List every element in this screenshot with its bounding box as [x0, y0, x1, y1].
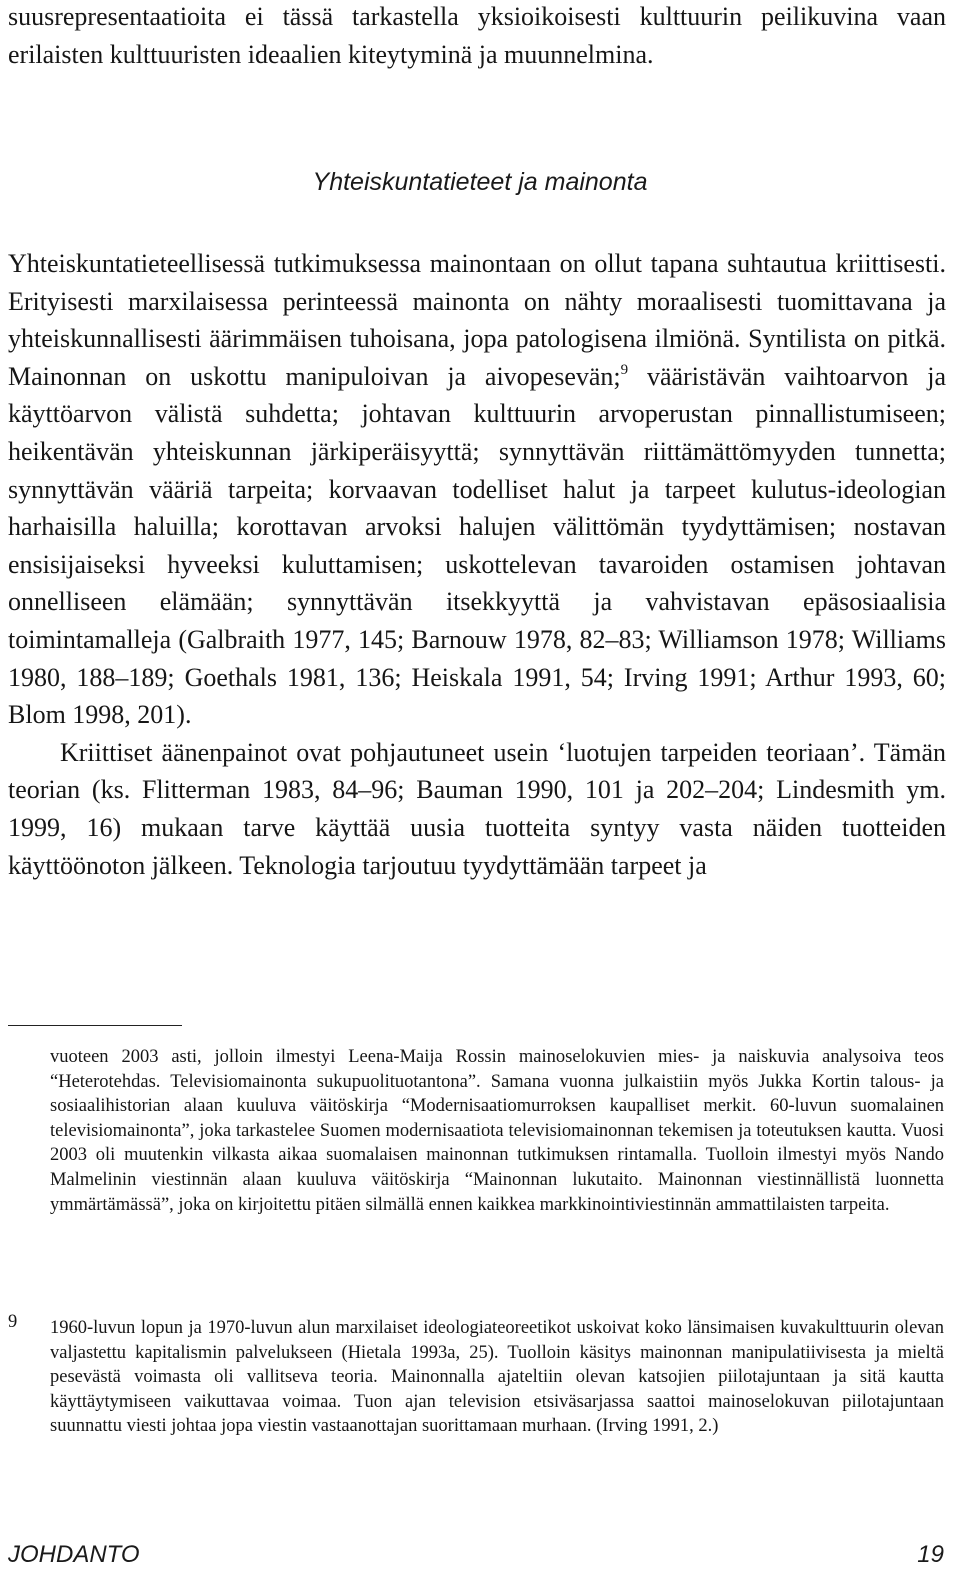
- running-footer-title: JOHDANTO: [8, 1541, 140, 1568]
- section-heading: Yhteiskuntatieteet ja mainonta: [312, 168, 648, 196]
- paragraph-1: [8, 245, 946, 734]
- footnote-continuation: vuoteen 2003 asti, jolloin ilmestyi Leena-Maija Rossin mainoselokuvien mies- ja naiskuvia analysoiva teos “Heterotehdas. Televisiomainonta sukupuolituotantona”. Samana vuonna julkaistiin myös Jukka Kortin talous- ja sosiaalihistorian alaan kuuluva väitöskirja “Modernisaatiomurroksen kaupalliset merkit. 60-luvun suomalainen televisiomainonta”, joka tarkastelee Suomen modernisaatiota televisiomainonnan tekemisen ja toteutuksen kautta. Vuosi 2003 oli muutenkin vilkasta aikaa suomalaisen mainonnan tutkimuksen rintamalla. Tuolloin ilmestyi myös Nando Malmelinin viestinnän alaan kuuluva väitöskirja “Mainonnan lukutaito. Mainonnan viestinnällistä luonnetta ymmärtämässä”, joka on kirjoitettu pitäen silmällä ennen kaikkea markkinointiviestinnän ammattilaisten tarpeita.: [50, 1047, 944, 1215]
- paragraph-1-part-a: Yhteiskuntatieteellisessä tutkimuksessa mainontaan on ollut tapana suhtautua kriittisesti. Erityisesti marxilaisessa perinteessä mainonta on nähty moraalisesti tuomittavana ja yhteiskunnallisesti äärimmäisen tuhoisana, jopa patologisena ilmiönä. Syntilista on pitkä. Mainonnan on uskottu manipuloivan ja aivopesevän;: [8, 249, 946, 391]
- page-number: 19: [917, 1541, 944, 1568]
- top-paragraph: [8, 0, 946, 73]
- footnote-divider: [8, 1025, 182, 1026]
- paragraph-1-part-b: vääristävän vaihtoarvon ja käyttöarvon välistä suhdetta; johtavan kulttuurin arvoperustan pinnallistumiseen; heikentävän yhteiskunnan järkiperäisyyttä; synnyttävän riittämättömyyden tunnetta; synnyttävän vääriä tarpeita; korvaavan todelliset halut ja tarpeet kulutus-ideologian harhaisilla haluilla; korottavan arvoksi halujen välittömän tyydyttämisen; nostavan ensisijaiseksi hyveeksi kuluttamisen; uskottelevan tavaroiden ostamisen johtavan onnelliseen elämään; synnyttävän itsekkyyttä ja vahvistavan epäsosiaalisia toimintamalleja (Galbraith 1977, 145; Barnouw 1978, 82–83; Williamson 1978; Williams 1980, 188–189; Goethals 1981, 136; Heiskala 1991, 54; Irving 1991; Arthur 1993, 60; Blom 1998, 201).: [8, 361, 946, 730]
- top-paragraph-text: suusrepresentaatioita ei tässä tarkastella yksioikoisesti kulttuurin peilikuvina vaan erilaisten kulttuuristen ideaalien kiteytyminä ja muunnelmina.: [8, 2, 946, 69]
- footnote-9-text: 1960-luvun lopun ja 1970-luvun alun marxilaiset ideologiateoreetikot uskoivat koko länsimaisen kuvakulttuurin olevan valjastettu kapitalismin palvelukseen (Hietala 1993a, 25). Tuolloin käsitys mainonnan manipulatiivisesta ja mieltä pesevästä voimasta oli vallitseva teoria. Mainonnalla ajateltiin olevan katsojien piilotajuntaan ja sitä kautta käyttäytymiseen vaikuttavaa voimaa. Tuon ajan television etsiväsarjassa saattoi mainoselokuvan piilotajuntaan suunnattu viesti johtaa jopa viestin vastaanottajan suorittamaan murhaan. (Irving 1991, 2.): [50, 1318, 944, 1437]
- footnote-reference[interactable]: 9: [620, 361, 629, 378]
- footnote-9-number: 9: [8, 1312, 18, 1332]
- main-body: [8, 245, 946, 884]
- paragraph-2: Kriittiset äänenpainot ovat pohjautuneet usein ‘luotujen tarpeiden teoriaan’. Tämän teorian (ks. Flitterman 1983, 84–96; Bauman 1990, 101 ja 202–204; Lindesmith ym. 1999, 16) mukaan tarve käyttää uusia tuotteita syntyy vasta näiden tuotteiden käyttöönoton jälkeen. Teknologia tarjoutuu tyydyttämään tarpeet ja: [8, 737, 946, 880]
